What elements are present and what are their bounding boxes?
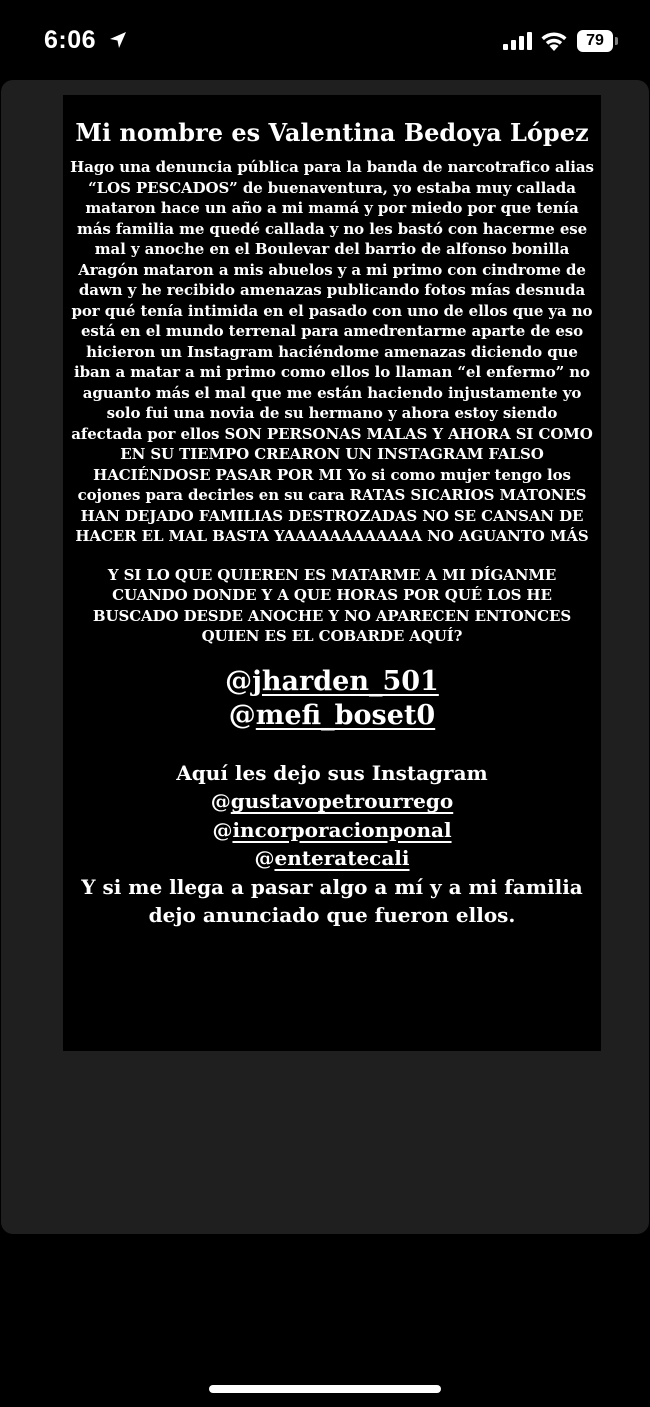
story-paragraph-1: Hago una denuncia pública para la banda de narcotrafico alias “LOS PESCADOS” de buenaventura, yo estaba muy callada mataron hace un año a mi mamá y por miedo por que tenía más familia me quedé callada y no les bastó con hacerme ese mal y anoche en el Boulevar del barrio de alfonso bonilla Aragón mataron a mis abuelos y a mi primo con cindrome de dawn y he recibido amenazas publicando fotos mías desnuda por qué tenía intimida en el pasado con uno de ellos que ya no está en el mundo terrenal para amedrentarme aparte de eso hicieron un Instagram haciéndome amenazas diciendo que iban a matar a mi primo como ellos lo llaman “el enfermo” no aguanto más el mal que me están haciendo injustamente yo solo fui una novia de su hermano y ahora estoy siendo afectada por ellos SON PERSONAS MALAS Y AHORA SI COMO EN SU TIEMPO CREARON UN INSTAGRAM FALSO HACIÉNDOSE PASAR POR MI Yo si como mujer tengo los cojones para decirles en su cara RATAS SICARIOS MATONES HAN DEJADO FAMILIAS DESTROZADAS NO SE CANSAN DE HACER EL MAL BASTA YAAAAAAAAAAAA NO AGUANTO MÁS [70, 158, 594, 545]
mention-jharden[interactable]: @jharden_501 [225, 665, 439, 697]
status-time: 6:06 [44, 26, 97, 54]
status-bar [0, 0, 650, 80]
story-closing-text: Y si me llega a pasar algo a mí y a mi familia dejo anunciado que fueron ellos. [81, 874, 583, 927]
instagram-list-title: Aquí les dejo sus Instagram [176, 760, 488, 785]
battery-icon [577, 30, 619, 52]
wifi-icon [540, 30, 568, 52]
mentions-list [70, 787, 594, 873]
story-text [70, 116, 594, 930]
mention-gustavopetrourrego[interactable]: @gustavopetrourrego [210, 789, 454, 813]
mentions-main [70, 665, 594, 733]
story-paragraph-2: Y SI LO QUE QUIEREN ES MATARME A MI DÍGANME CUANDO DONDE Y A QUE HORAS POR QUÉ LOS HE BUSCADO DESDE ANOCHE Y NO APARECEN ENTONCES QUIEN ES EL COBARDE AQUÍ? [92, 565, 572, 645]
home-indicator[interactable] [209, 1385, 441, 1393]
mention-mefi[interactable]: @mefi_boset0 [228, 699, 436, 731]
mention-enteratecali[interactable]: @enteratecali [254, 846, 410, 870]
story-title: Mi nombre es Valentina Bedoya López [75, 118, 589, 147]
battery-cap [615, 37, 618, 45]
mention-incorporacionponal[interactable]: @incorporacionponal [212, 817, 452, 842]
location-arrow-icon [108, 30, 128, 50]
battery-level: 79 [577, 30, 613, 52]
cellular-signal-icon [503, 32, 533, 50]
